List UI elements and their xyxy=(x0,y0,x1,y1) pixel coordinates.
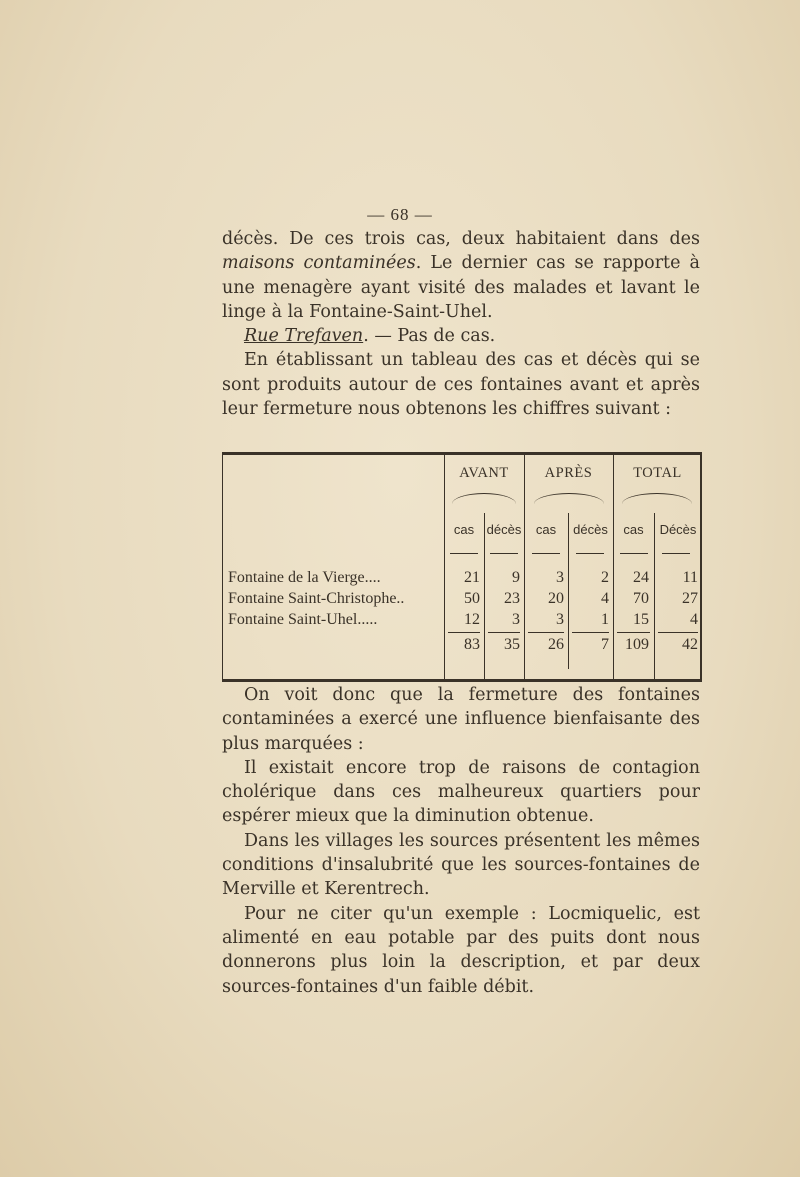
subheader-deces: décès xyxy=(486,522,522,537)
table-cell: 27 xyxy=(682,590,698,607)
table-border-right xyxy=(700,455,702,679)
paragraph-7: Pour ne citer qu'un exemple : Locmiquelic, est alimenté en eau potable par des puits dont nous donnerons plus loin la description, et par deux sources-fontaines d'un faible débit. xyxy=(222,903,700,997)
table-cell: 15 xyxy=(633,611,649,628)
row-label: Fontaine de la Vierge.... xyxy=(228,569,381,586)
row-label: Fontaine Saint-Uhel..... xyxy=(228,611,378,628)
sum-rule xyxy=(572,632,609,633)
sum-rule xyxy=(617,632,650,633)
group-brace xyxy=(534,493,604,504)
data-table xyxy=(222,452,702,682)
group-brace xyxy=(622,493,692,504)
table-cell: 23 xyxy=(504,590,520,607)
total-cell: 7 xyxy=(601,636,609,653)
sum-rule xyxy=(528,632,564,633)
subheader-cas: cas xyxy=(535,522,557,537)
table-cell: 50 xyxy=(464,590,480,607)
paragraph-5: Il existait encore trop de raisons de contagion cholérique dans ces malheureux quartiers pour espérer mieux que la diminution obtenue. xyxy=(222,757,700,827)
sum-rule xyxy=(658,632,698,633)
paragraph-4: On voit donc que la fermeture des fontaines contaminées a exercé une influence bienfaisante des plus marquées : xyxy=(222,685,700,754)
total-cell: 26 xyxy=(548,636,564,653)
street-name: Rue Trefaven xyxy=(244,326,364,347)
table-cell: 3 xyxy=(556,611,564,628)
table-cell: 9 xyxy=(512,569,520,586)
table-cell: 2 xyxy=(601,569,609,586)
paragraph-6: Dans les villages les sources présentent les mêmes conditions d'insalubrité que les sources-fontaines de Merville et Kerentrech. xyxy=(222,830,700,900)
row-label: Fontaine Saint-Christophe.. xyxy=(228,590,405,607)
text-block-bottom xyxy=(222,683,700,999)
paragraph-1 xyxy=(222,227,700,324)
subheader-deces: Décès xyxy=(659,522,697,537)
subheader-cas: cas xyxy=(453,522,475,537)
header-rule xyxy=(620,553,648,554)
table-cell: 1 xyxy=(601,611,609,628)
group-header-apres: APRÈS xyxy=(544,465,593,481)
page-number: — 68 — xyxy=(367,205,433,224)
header-rule xyxy=(490,553,518,554)
paragraph-1-text-a: décès. De ces trois cas, deux habitaient dans des xyxy=(222,229,700,249)
table-cell: 4 xyxy=(690,611,698,628)
paragraph-1-italic: maisons contaminées xyxy=(222,253,416,274)
table-cell: 20 xyxy=(548,590,564,607)
header-rule xyxy=(662,553,690,554)
group-header-avant: AVANT xyxy=(459,465,509,481)
paragraph-3: En établissant un tableau des cas et décès qui se sont produits autour de ces fontaines avant et après leur fermeture nous obtenons les chiffres suivant : xyxy=(222,350,700,420)
header-rule xyxy=(450,553,478,554)
sum-rule xyxy=(448,632,480,633)
table-cell: 12 xyxy=(464,611,480,628)
table-cell: 24 xyxy=(633,569,649,586)
paragraph-1-text-b: . Le dernier cas se rapporte à une menagère ayant visité des malades et lavant le linge à la Fontaine-Saint-Uhel. xyxy=(222,253,700,322)
paragraph-2-text: . — Pas de cas. xyxy=(363,326,496,347)
total-cell: 35 xyxy=(504,636,520,653)
table-cell: 11 xyxy=(682,569,698,586)
table-cell: 70 xyxy=(633,590,649,607)
subheader-deces: décès xyxy=(573,522,608,537)
group-brace xyxy=(452,493,516,504)
total-cell: 42 xyxy=(682,636,698,653)
group-header-total: TOTAL xyxy=(633,465,682,481)
header-rule xyxy=(576,553,604,554)
sum-rule xyxy=(488,632,520,633)
table-cell: 3 xyxy=(556,569,564,586)
table-cell: 21 xyxy=(464,569,480,586)
subheader-cas: cas xyxy=(623,522,644,537)
total-cell: 83 xyxy=(464,636,480,653)
table-cell: 3 xyxy=(512,611,520,628)
paragraph-2 xyxy=(222,324,700,348)
header-rule xyxy=(532,553,560,554)
total-cell: 109 xyxy=(625,636,649,653)
table-border-left xyxy=(222,455,223,679)
table-cell: 4 xyxy=(601,590,609,607)
text-block-top xyxy=(222,227,700,421)
